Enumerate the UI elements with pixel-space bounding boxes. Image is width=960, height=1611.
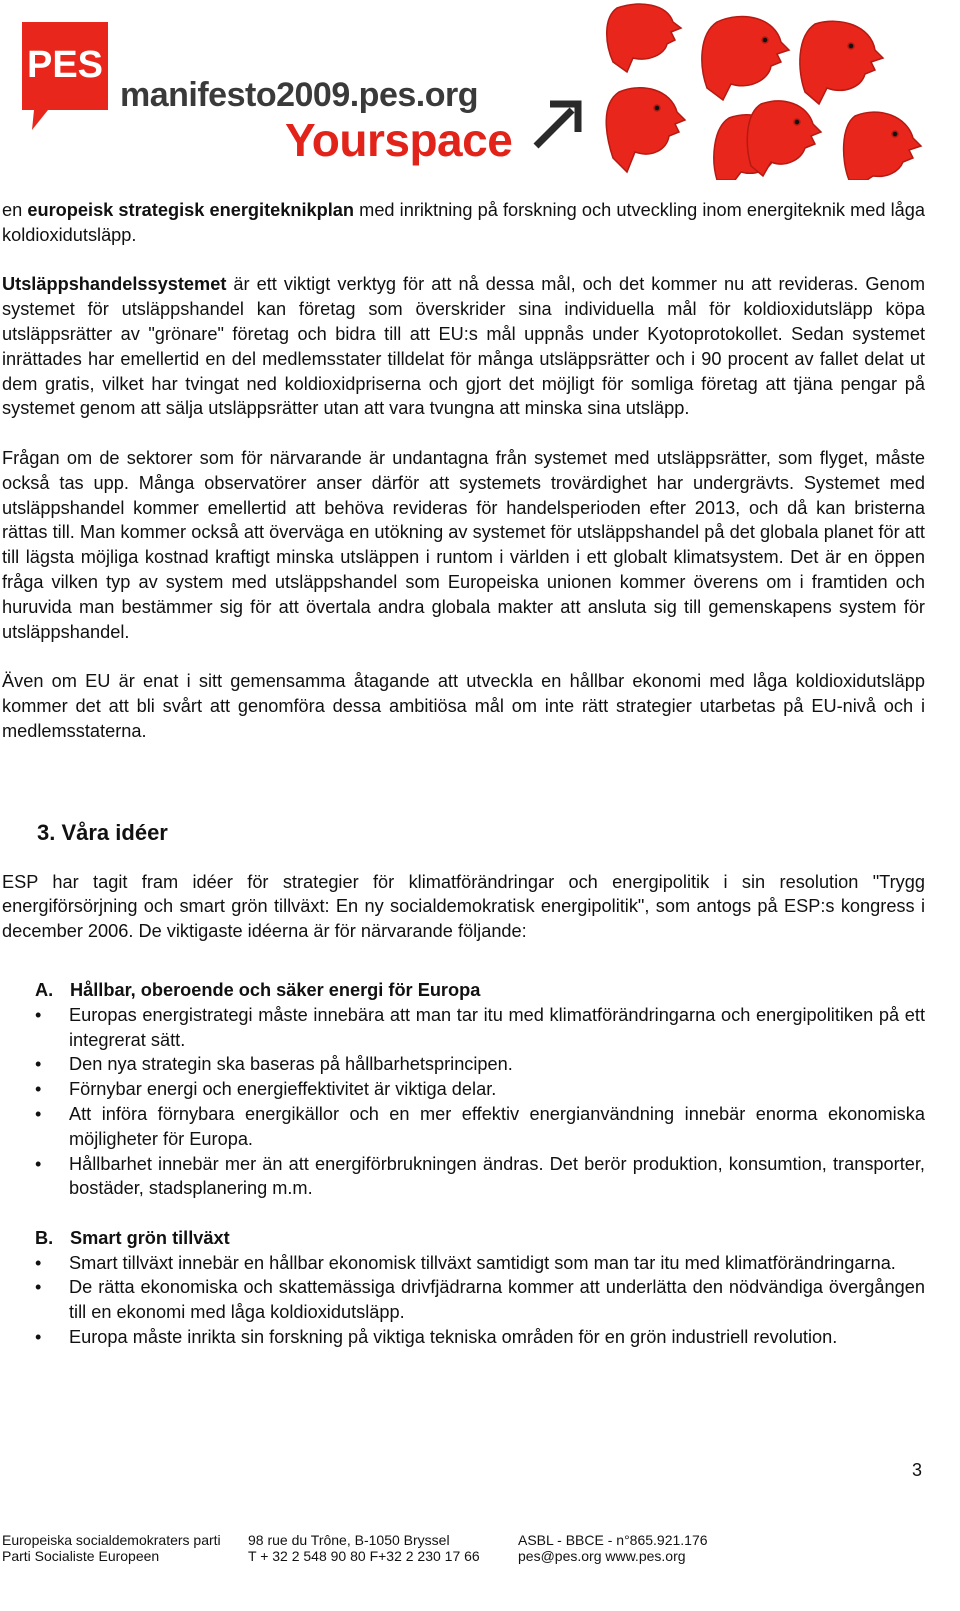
paragraph: Frågan om de sektorer som för närvarande är undantagna från systemet med utsläppsrätter, som flyget, måste också tas upp. Många observatörer anser därför att systemets trovärdighet har undergrävts. Systemet med utsläppshandel kommer emellertid att behöva revideras för handelsperioden efter 2013, och då kan bristerna rättas till. Man kommer också att överväga en utökning av systemet för utsläppshandel på det globala planet för att till lägsta möjliga kostnad kraftigt minska utsläppen i runtom i världen i ett globalt klimatsystem. Det är en öppen fråga vilken typ av system med utsläppshandel som Europeiska unionen kommer överens om i framtiden och huruvida man bestämmer sig för att övertala andra globala makter att ansluta sig till gemenskapens system för utsläppshandel. xyxy=(2,447,925,642)
head-icon xyxy=(747,101,821,176)
list-item: • Europa måste inrikta sin forskning på viktiga tekniska områden för en grön industriell revolution. xyxy=(2,1325,925,1350)
footer-text: pes@pes.org www.pes.org xyxy=(518,1548,686,1564)
head-icon xyxy=(606,88,685,172)
head-icon xyxy=(800,21,883,104)
head-icon xyxy=(702,16,789,100)
list-item: • De rätta ekonomiska och skattemässiga drivfjädrarna kommer att underlätta den nödvändiga övergången till en ekonomi med låga koldioxidutsläpp. xyxy=(2,1275,925,1325)
footer-address xyxy=(248,1532,480,1564)
bullet-list-b xyxy=(2,1251,925,1350)
list-title: Hållbar, oberoende och säker energi för Europa xyxy=(70,979,481,1000)
head-icon xyxy=(607,4,681,72)
text-run: med inriktning på forskning och utveckling inom energiteknik med låga koldioxidutsläpp. xyxy=(2,200,925,245)
paragraph xyxy=(2,198,925,248)
footer-text: Europeiska socialdemokraters parti xyxy=(2,1532,221,1548)
paragraph xyxy=(2,272,925,421)
list-letter: A. xyxy=(35,979,54,1000)
footer-organization xyxy=(2,1532,221,1564)
list-item: • Smart tillväxt innebär en hållbar ekonomisk tillväxt samtidigt som man tar itu med klimatförändringarna. xyxy=(2,1251,925,1276)
list-title: Smart grön tillväxt xyxy=(70,1227,230,1248)
bold-term: europeisk strategisk energiteknikplan xyxy=(27,200,355,220)
list-item: • Förnybar energi och energieffektivitet är viktiga delar. xyxy=(2,1077,925,1102)
footer-text: T + 32 2 548 90 80 F+32 2 230 17 66 xyxy=(248,1548,480,1564)
section-title: 3. Våra idéer xyxy=(37,819,168,845)
site-url: manifesto2009.pes.org xyxy=(120,76,478,114)
list-item: • Hållbarhet innebär mer än att energiförbrukningen ändras. Det berör produktion, konsumtion, transporter, bostäder, stadsplanering m.m. xyxy=(2,1152,925,1202)
bullet-list-a xyxy=(2,1003,925,1201)
paragraph: Även om EU är enat i sitt gemensamma åtagande att utveckla en hållbar ekonomi med låga koldioxidutsläpp kommer det att bli svårt att genomföra dessa ambitiösa mål om inte rätt strategier utarbetas på EU-nivå och i medlemsstaterna. xyxy=(2,671,925,741)
pes-logo-text: PES xyxy=(26,44,104,86)
list-item: • Den nya strategin ska baseras på hållbarhetsprincipen. xyxy=(2,1052,925,1077)
document-body xyxy=(2,198,925,1350)
paragraph: ESP har tagit fram idéer för strategier för klimatförändringar och energipolitik i sin resolution "Trygg energiförsörjning och smart grön tillväxt: En ny socialdemokratisk energipolitik", som antogs på ESP:s kongress i december 2006. De viktigaste idéerna är för närvarande följande: xyxy=(2,871,925,942)
list-letter: B. xyxy=(35,1227,54,1248)
list-item: • Att införa förnybara energikällor och en mer effektiv energianvändning innebär enorma ekonomiska möjligheter för Europa. xyxy=(2,1102,925,1152)
pes-logo xyxy=(22,22,108,130)
text-run: en xyxy=(2,200,28,220)
text-run: är ett viktigt verktyg för att nå dessa mål, och det kommer nu att revideras. Genom systemet för utsläppshandel kan företag som överskrider sina individuella mål för koldioxidutsläpp köpa utsläppsrätter av "grönare" företag och bidra till att EU:s mål uppnås under Kyotoprotokollet. Sedan systemet inrättades har emellertid en del medlemsstater tilldelat för många utsläppsrätter och i 90 procent av fallet delat ut dem gratis, vilket har tvingat ned koldioxidpriserna och gjort det möjligt för somliga företag att tjäna pengar på systemet genom att sälja utsläppsrätter utan att vara tvungna att minska sina utsläpp. xyxy=(2,274,925,419)
list-item: • Europas energistrategi måste innebära att man tar itu med klimatförändringarna och energipolitiken på ett integrerat sätt. xyxy=(2,1003,925,1053)
page-number: 3 xyxy=(912,1460,923,1480)
list-heading-a xyxy=(2,978,925,1003)
footer-text: ASBL - BBCE - n°865.921.176 xyxy=(518,1532,708,1548)
footer-text: Parti Socialiste Europeen xyxy=(2,1548,160,1564)
footer-legal xyxy=(518,1532,708,1564)
speaking-heads-illustration xyxy=(605,0,935,180)
head-icon xyxy=(844,112,921,180)
yourspace-title: Yourspace xyxy=(285,114,513,166)
page-header xyxy=(0,0,960,185)
arrow-up-right-icon xyxy=(528,96,584,152)
bold-term: Utsläppshandelssystemet xyxy=(2,274,227,295)
footer-text: 98 rue du Trône, B-1050 Bryssel xyxy=(248,1532,450,1548)
list-heading-b xyxy=(2,1226,925,1251)
